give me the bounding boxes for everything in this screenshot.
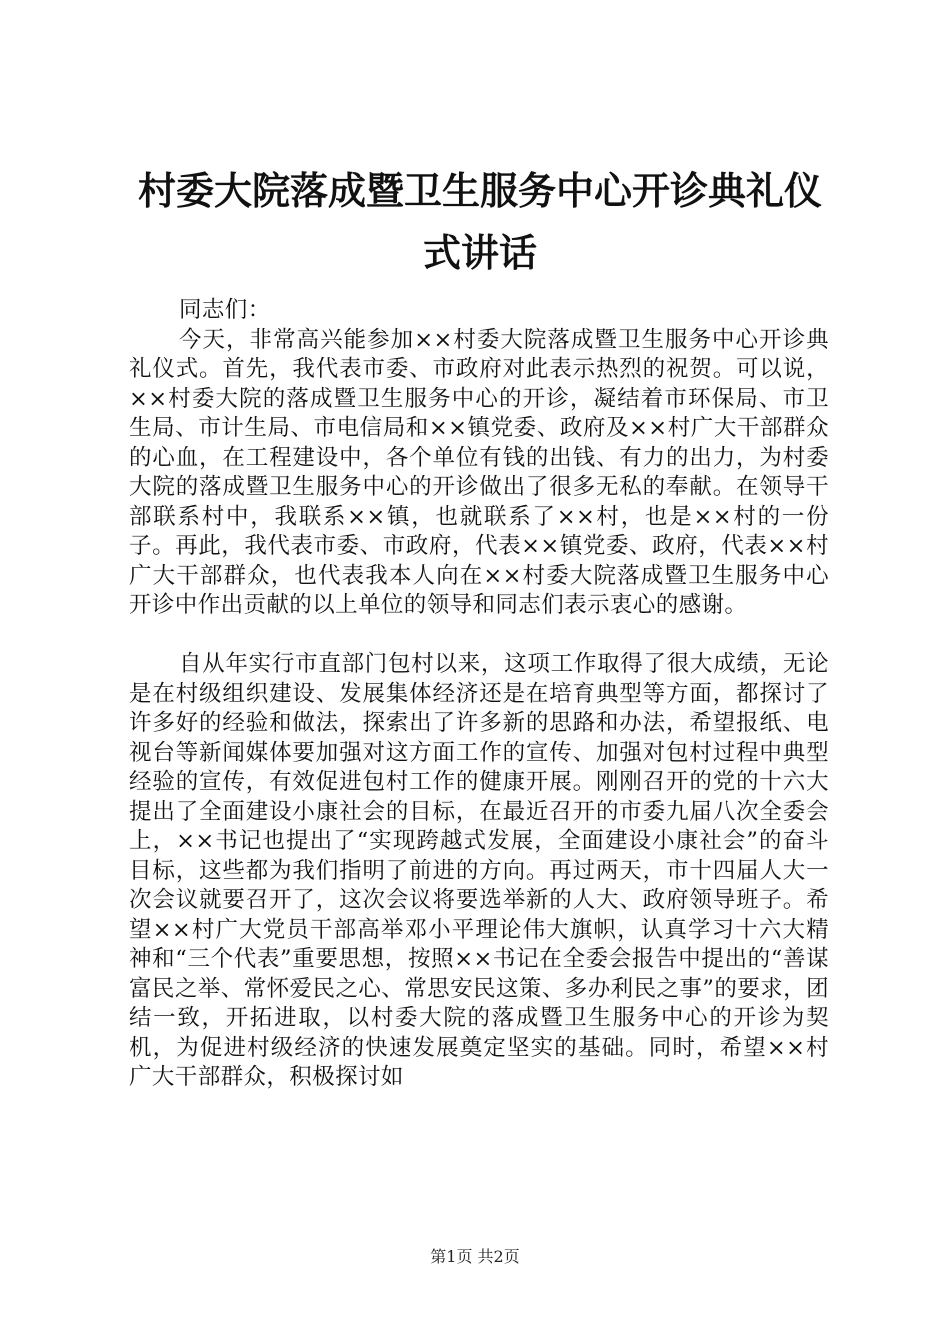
paragraph-2: 自从年实行市直部门包村以来，这项工作取得了很大成绩，无论是在村级组织建设、发展集体经济还是在培育典型等方面，都探讨了许多好的经验和做法，探索出了许多新的思路和办法，希望报纸、电视台等新闻媒体要加强对这方面工作的宣传、加强对包村过程中典型经验的宣传，有效促进包村工作的健康开展。刚刚召开的党的十六大提出了全面建设小康社会的目标，在最近召开的市委九届八次全委会上，××书记也提出了“实现跨越式发展，全面建设小康社会”的奋斗目标，这些都为我们指明了前进的方向。再过两天，市十四届人大一次会议就要召开了，这次会议将要选举新的人大、政府领导班子。希望××村广大党员干部高举邓小平理论伟大旗帜，认真学习十六大精神和“三个代表”重要思想，按照××书记在全委会报告中提出的“善谋富民之举、常怀爱民之心、常思安民这策、多办利民之事”的要求，团结一致，开拓进取，以村委大院的落成暨卫生服务中心的开诊为契机，为促进村级经济的快速发展奠定坚实的基础。同时，希望××村广大干部群众，积极探讨如 — [129, 651, 829, 1090]
salutation: 同志们： — [179, 297, 271, 323]
page-footer — [0, 1244, 950, 1267]
paragraph-1: 今天，非常高兴能参加××村委大院落成暨卫生服务中心开诊典礼仪式。首先，我代表市委、市政府对此表示热烈的祝贺。可以说，××村委大院的落成暨卫生服务中心的开诊，凝结着市环保局、市卫生局、市计生局、市电信局和××镇党委、政府及××村广大干部群众的心血，在工程建设中，各个单位有钱的出钱、有力的出力，为村委大院的落成暨卫生服务中心的开诊做出了很多无私的奉献。在领导干部联系村中，我联系××镇，也就联系了××村，也是××村的一份子。再此，我代表市委、市政府，代表××镇党委、政府，代表××村广大干部群众，也代表我本人向在××村委大院落成暨卫生服务中心开诊中作出贡献的以上单位的领导和同志们表示衷心的感谢。 — [129, 326, 829, 618]
document-body — [129, 296, 829, 1093]
paragraph-spacer — [129, 621, 829, 651]
page-number: 第1页 共2页 — [430, 1247, 520, 1266]
document-title: 村委大院落成暨卫生服务中心开诊典礼仪式讲话 — [137, 168, 822, 275]
